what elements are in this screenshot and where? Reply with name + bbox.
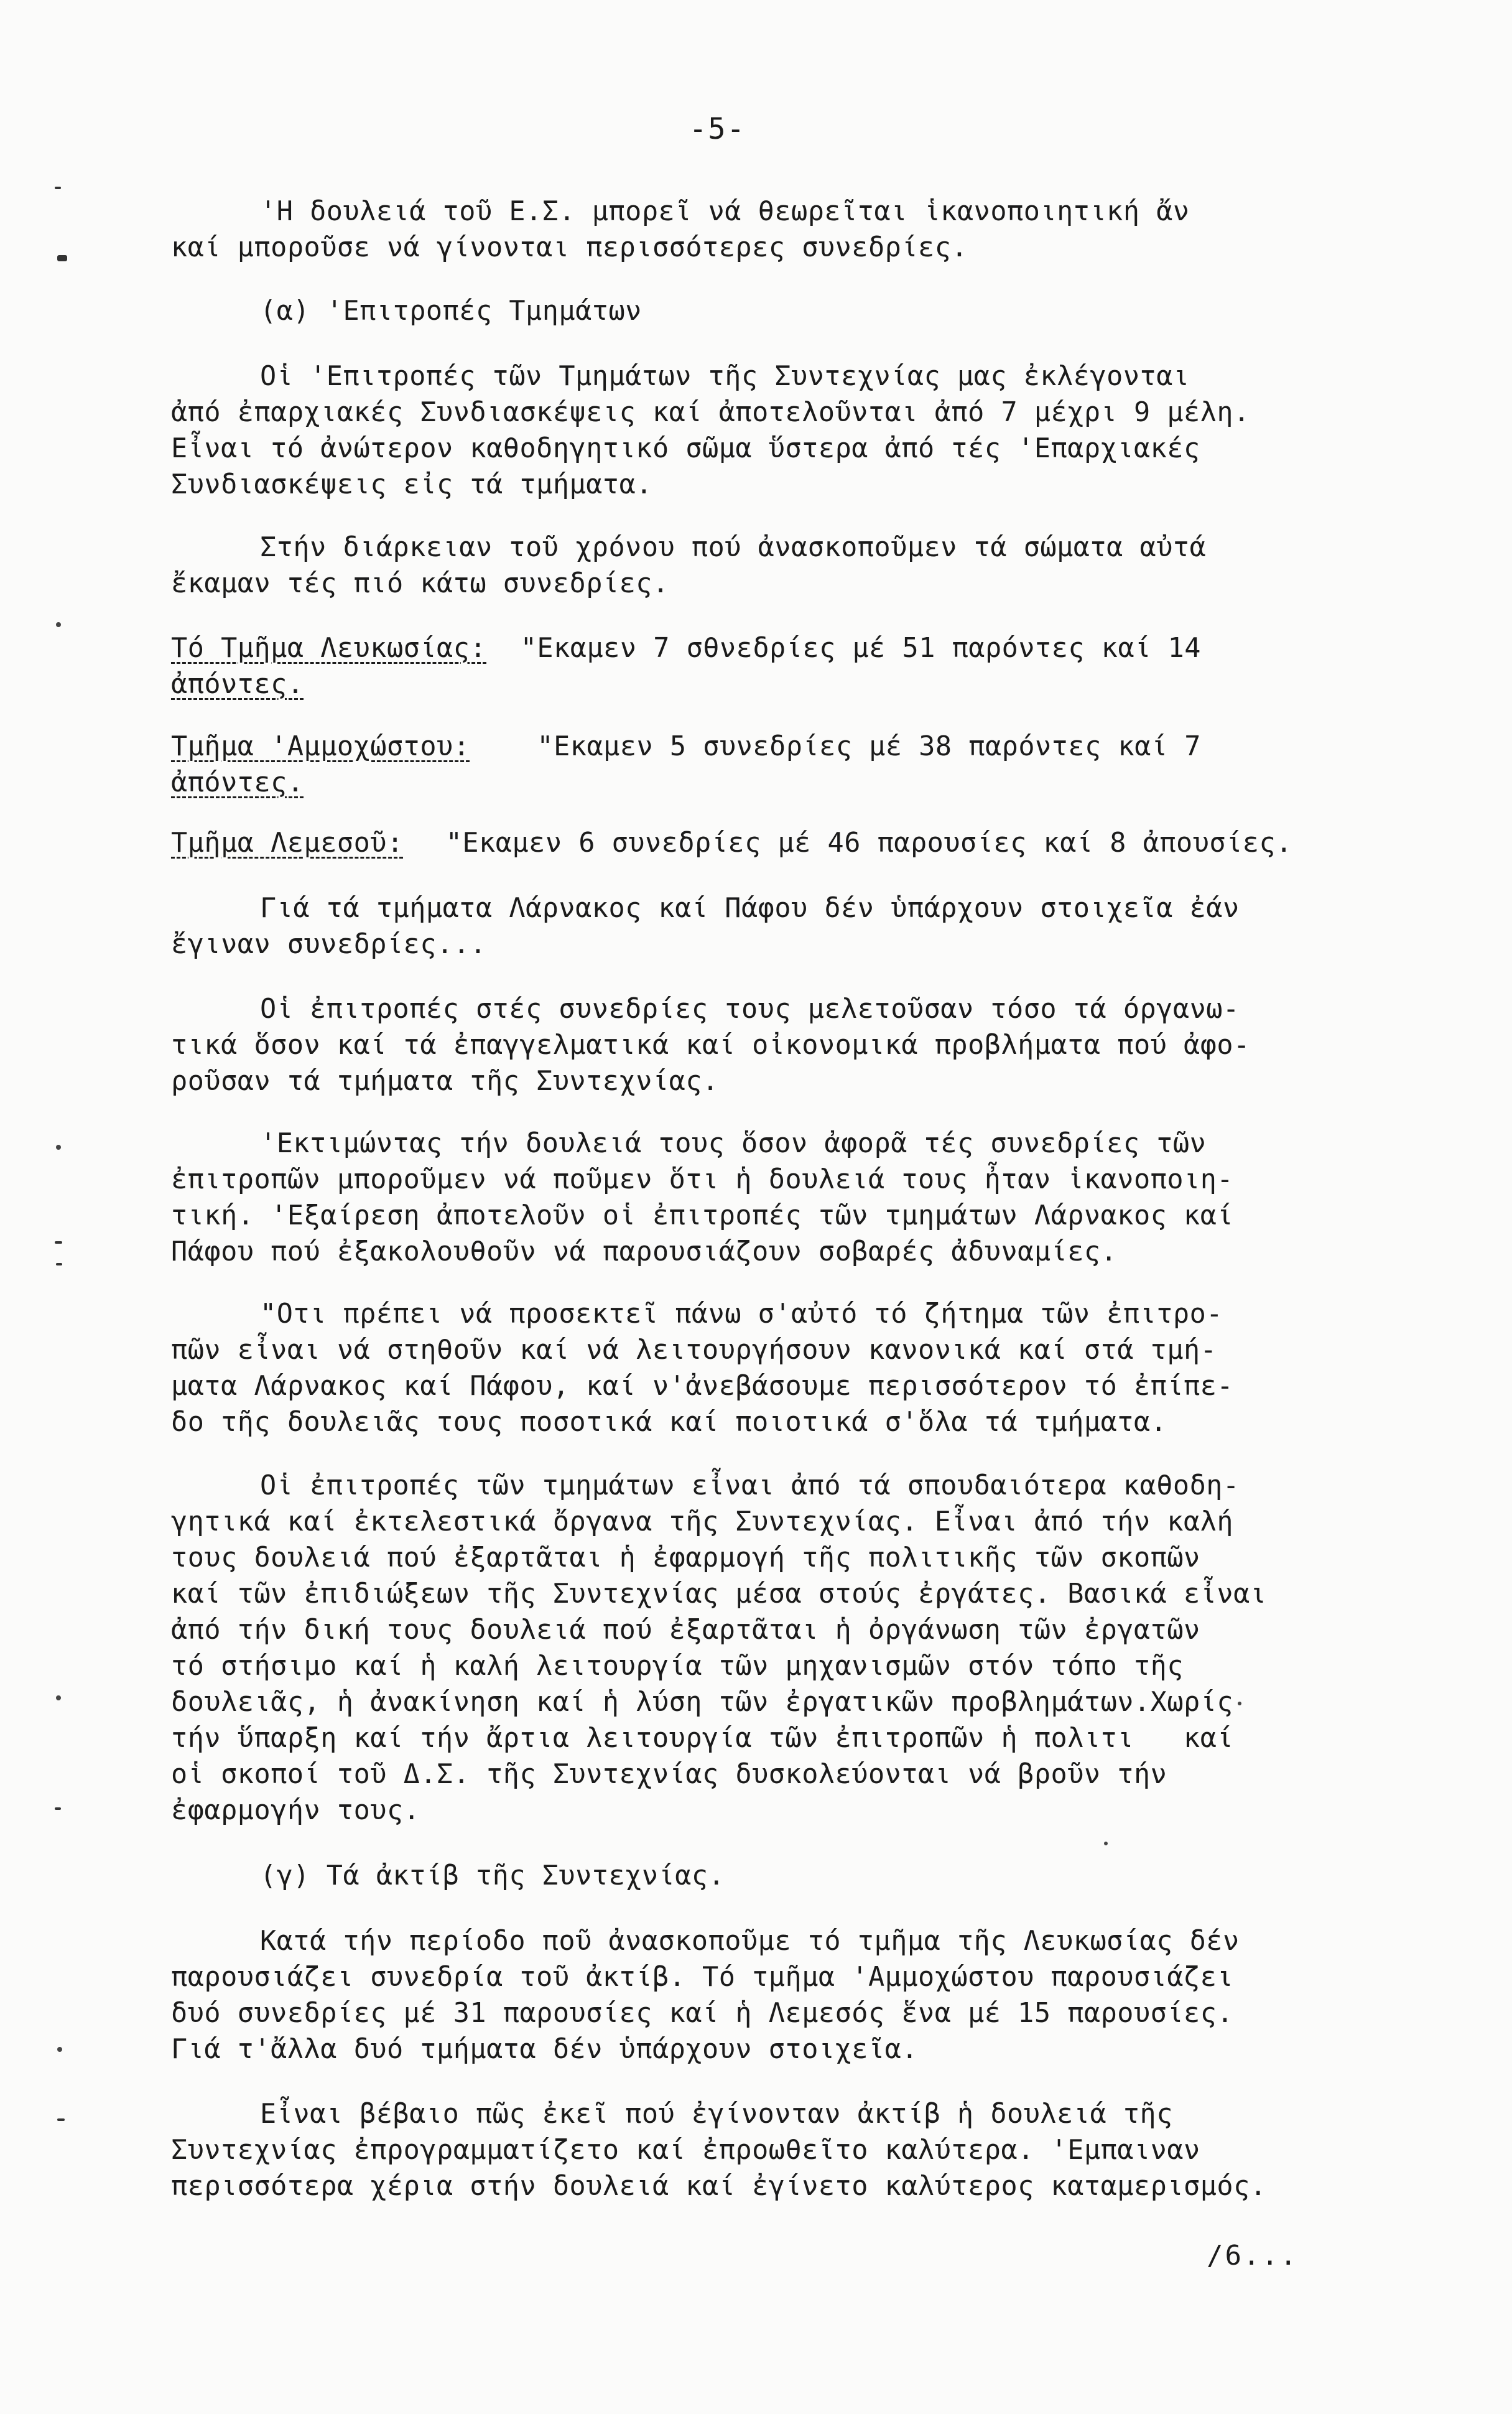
text-line: δο τῆς δουλειᾶς τους ποσοτικά καί ποιοτικά σ'ὅλα τά τμήματα. [171, 1407, 1167, 1438]
text-line: ματα Λάρνακος καί Πάφου, καί ν'ἀνεβάσουμε περισσότερον τό ἐπίπε- [171, 1371, 1234, 1402]
text-line: Οἱ ἐπιτροπές τῶν τμημάτων εἶναι ἀπό τά σπουδαιότερα καθοδη- [260, 1470, 1240, 1501]
text-line: ἀπόντες. [171, 767, 304, 798]
margin-mark [56, 1263, 62, 1265]
text-line: παρουσιάζει συνεδρία τοῦ ἀκτίβ. Τό τμῆμα 'Αμμοχώστου παρουσιάζει [171, 1962, 1234, 1993]
continuation-marker: /6... [1207, 2240, 1299, 2272]
margin-mark [57, 2118, 65, 2121]
section-heading: (γ) Τά ἀκτίβ τῆς Συντεχνίας. [260, 1860, 725, 1891]
text-line: δυό συνεδρίες μέ 31 παρουσίες καί ἡ Λεμεσός ἕνα μέ 15 παρουσίες. [171, 1998, 1234, 2029]
text-line: καί τῶν ἐπιδιώξεων τῆς Συντεχνίας μέσα στούς ἐργάτες. Βασικά εἶναι [171, 1578, 1267, 1610]
text-line: τό στήσιμο καί ἡ καλή λειτουργία τῶν μηχανισμῶν στόν τόπο τῆς [171, 1651, 1184, 1682]
scan-speck [1238, 1702, 1241, 1705]
text-line: ἀπό τήν δική τους δουλειά πού ἐξαρτᾶται ἡ ὀργάνωση τῶν ἐργατῶν [171, 1615, 1200, 1646]
margin-dot [56, 1695, 61, 1700]
text-line: Συνδιασκέψεις εἰς τά τμήματα. [171, 469, 652, 500]
text-line: τικά ὅσον καί τά ἐπαγγελματικά καί οἰκονομικά προβλήματα πού ἀφο- [171, 1030, 1250, 1061]
margin-dot [56, 622, 61, 627]
text-line: πῶν εἶναι νά στηθοῦν καί νά λειτουργήσουν κανονικά καί στά τμή- [171, 1335, 1217, 1366]
text-line: Πάφου πού ἐξακολουθοῦν νά παρουσιάζουν σοβαρές ἀδυναμίες. [171, 1236, 1118, 1267]
text-line: Οἱ ἐπιτροπές στές συνεδρίες τους μελετοῦσαν τόσο τά όργανω- [260, 994, 1240, 1025]
margin-mark [57, 255, 67, 261]
text-line: ροῦσαν τά τμήματα τῆς Συντεχνίας. [171, 1066, 719, 1097]
margin-dot [57, 2047, 62, 2052]
text-line: Εἶναι βέβαιο πῶς ἐκεῖ πού ἐγίνονταν ἀκτίβ ἡ δουλειά τῆς [260, 2099, 1173, 2130]
department-label: Τό Τμῆμα Λευκωσίας: [171, 633, 487, 664]
text-line: Γιά τ'ἄλλα δυό τμήματα δέν ὑπάρχουν στοιχεῖα. [171, 2034, 919, 2065]
text-line: Συντεχνίας ἐπρογραμματίζετο καί ἐπροωθεῖτο καλύτερα. 'Εμπαιναν [171, 2135, 1200, 2166]
department-label: Τμῆμα Λεμεσοῦ: [171, 827, 404, 859]
text-line: "Οτι πρέπει νά προσεκτεῖ πάνω σ'αὐτό τό ζήτημα τῶν ἐπιτρο- [260, 1298, 1223, 1330]
department-label: Τμῆμα 'Αμμοχώστου: [171, 731, 470, 762]
text-line: οἱ σκοποί τοῦ Δ.Σ. τῆς Συντεχνίας δυσκολεύονται νά βροῦν τήν [171, 1759, 1167, 1790]
text-line: "Εκαμεν 6 συνεδρίες μέ 46 παρουσίες καί 8 ἀπουσίες. [429, 827, 1292, 859]
text-line: ἔγιναν συνεδρίες... [171, 929, 487, 960]
text-line: δουλειᾶς, ἡ ἀνακίνηση καί ἡ λύση τῶν ἐργατικῶν προβλημάτων.Χωρίς [171, 1687, 1234, 1718]
text-line: ἔκαμαν τές πιό κάτω συνεδρίες. [171, 568, 669, 599]
text-line: Στήν διάρκειαν τοῦ χρόνου πού ἀνασκοποῦμεν τά σώματα αὐτά [260, 532, 1207, 563]
text-line: 'Η δουλειά τοῦ Ε.Σ. μπορεῖ νά θεωρεῖται ἱκανοποιητική ἄν [260, 196, 1190, 227]
margin-mark [55, 187, 61, 189]
text-line: ἀπό ἐπαρχιακές Συνδιασκέψεις καί ἀποτελοῦνται ἀπό 7 μέχρι 9 μέλη. [171, 397, 1250, 428]
margin-dot [56, 1145, 61, 1150]
text-line: ἐφαρμογήν τους. [171, 1795, 420, 1826]
text-line: 'Εκτιμώντας τήν δουλειά τους ὅσον ἀφορᾶ τές συνεδρίες τῶν [260, 1128, 1207, 1159]
text-line: Γιά τά τμήματα Λάρνακος καί Πάφου δέν ὑπάρχουν στοιχεῖα ἐάν [260, 893, 1240, 924]
scan-speck [1104, 1842, 1108, 1845]
page-number: -5- [689, 112, 746, 146]
text-line: τους δουλειά πού ἐξαρτᾶται ἡ ἐφαρμογή τῆς πολιτικῆς τῶν σκοπῶν [171, 1542, 1200, 1573]
text-line: "Εκαμεν 5 συνεδρίες μέ 38 παρόντες καί 7 [504, 731, 1201, 762]
text-line: Κατά τήν περίοδο ποῦ ἀνασκοποῦμε τό τμῆμα τῆς Λευκωσίας δέν [260, 1926, 1240, 1957]
text-line: "Εκαμεν 7 σθνεδρίες μέ 51 παρόντες καί 14 [504, 633, 1201, 664]
text-line: καί μποροῦσε νά γίνονται περισσότερες συνεδρίες. [171, 232, 968, 263]
text-line: ἀπόντες. [171, 669, 304, 700]
text-line: Εἶναι τό ἀνώτερον καθοδηγητικό σῶμα ὕστερα ἀπό τές 'Επαρχιακές [171, 433, 1200, 464]
section-heading: (α) 'Επιτροπές Τμημάτων [260, 296, 642, 327]
margin-mark [55, 1807, 61, 1810]
text-line: τήν ὕπαρξη καί τήν ἄρτια λειτουργία τῶν ἐπιτροπῶν ἡ πολιτι καί [171, 1723, 1234, 1754]
margin-mark [55, 1241, 62, 1244]
text-line: γητικά καί ἐκτελεστικά ὄργανα τῆς Συντεχνίας. Εἶναι ἀπό τήν καλή [171, 1506, 1234, 1537]
text-line: Οἱ 'Επιτροπές τῶν Τμημάτων τῆς Συντεχνίας μας ἐκλέγονται [260, 361, 1190, 392]
text-line: ἐπιτροπῶν μποροῦμεν νά ποῦμεν ὅτι ἡ δουλειά τους ἦταν ἱκανοποιη- [171, 1164, 1234, 1195]
text-line: τική. 'Εξαίρεση ἀποτελοῦν οἱ ἐπιτροπές τῶν τμημάτων Λάρνακος καί [171, 1200, 1234, 1231]
text-line: περισσότερα χέρια στήν δουλειά καί ἐγίνετο καλύτερος καταμερισμός. [171, 2171, 1267, 2202]
